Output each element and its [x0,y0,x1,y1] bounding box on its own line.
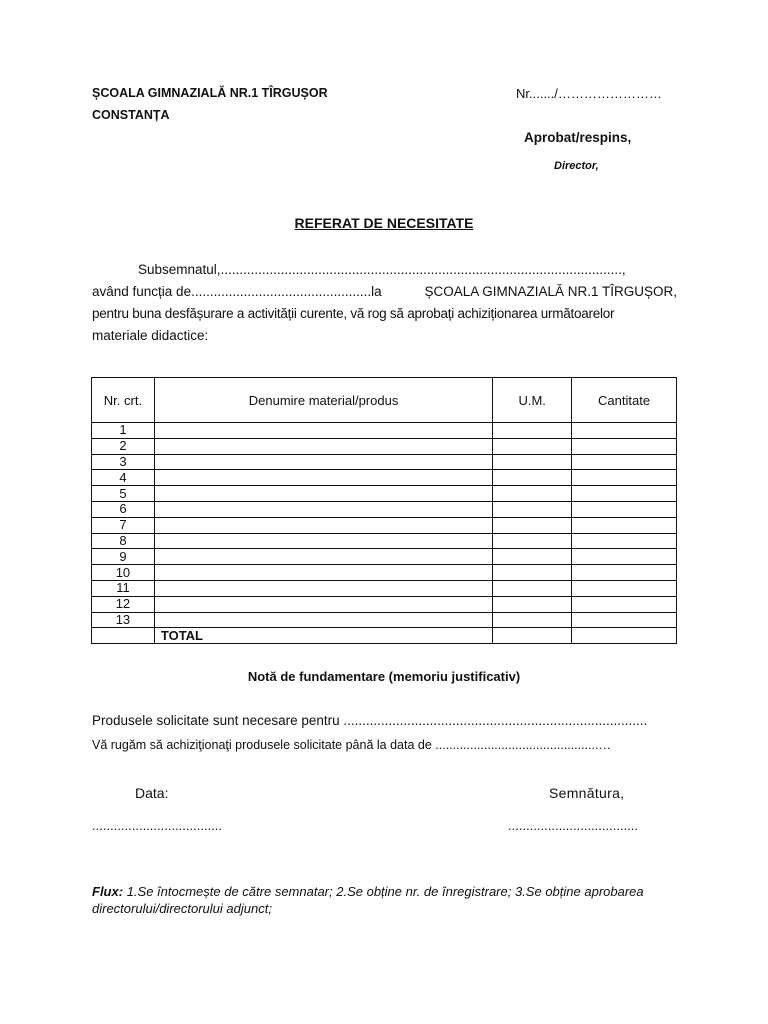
col-header-um: U.M. [493,378,572,423]
school-ref: ȘCOALA GIMNAZIALĂ NR.1 TÎRGUȘOR, [424,284,677,299]
row-material-cell [154,580,492,596]
row-um-cell [493,596,572,612]
row-material-cell [154,438,492,454]
row-number: 1 [92,423,155,439]
row-number: 10 [92,565,155,581]
row-um-cell [493,549,572,565]
approval-label: Aprobat/respins, [524,130,632,145]
col-header-nr: Nr. crt. [92,378,155,423]
signature-label: Semnătura, [549,785,625,801]
subsemnatul-label: Subsemnatul, [138,262,221,277]
total-quantity-cell [572,628,677,644]
row-um-cell [493,612,572,628]
row-quantity-cell [572,549,677,565]
table-row [92,486,677,502]
row-material-cell [154,470,492,486]
row-material-cell [154,565,492,581]
intro-line-1 [92,259,677,281]
row-quantity-cell [572,501,677,517]
row-number: 11 [92,580,155,596]
table-row [92,470,677,486]
document-title: REFERAT DE NECESITATE [294,215,474,231]
date-field: .................................... [92,818,223,833]
table-row [92,438,677,454]
row-um-cell [493,517,572,533]
requirement-line-1: Produsele solicitate sunt necesare pentru ................................................................................. [92,713,648,728]
row-number: 12 [92,596,155,612]
row-material-cell [154,596,492,612]
row-material-cell [154,454,492,470]
total-um-cell [493,628,572,644]
row-quantity-cell [572,612,677,628]
flux-text: 1.Se întocmește de către semnatar; 2.Se obține nr. de înregistrare; 3.Se obține aprobarea directorului/directorului adjunct; [92,884,644,916]
total-nr-cell [92,628,155,644]
table-row [92,533,677,549]
col-header-qty: Cantitate [572,378,677,423]
table-row [92,549,677,565]
table-row [92,612,677,628]
row-quantity-cell [572,470,677,486]
registration-number: Nr......./…………………… [516,86,662,101]
row-quantity-cell [572,423,677,439]
row-quantity-cell [572,486,677,502]
row-number: 3 [92,454,155,470]
requirement-line-2: Vă rugăm să achiziţionaţi produsele solicitate până la data de ...............................................… [92,738,611,752]
intro-paragraph [92,259,677,347]
row-material-cell [154,549,492,565]
row-material-cell [154,501,492,517]
director-label: Director, [554,160,599,172]
row-number: 6 [92,501,155,517]
signature-field: .................................... [508,818,639,833]
row-number: 13 [92,612,155,628]
subsemnatul-dots: ..........................................................................................................., [220,262,626,277]
materials-table [91,377,677,644]
school-city: CONSTANȚA [92,108,170,122]
row-material-cell [154,486,492,502]
row-um-cell [493,486,572,502]
row-quantity-cell [572,596,677,612]
row-material-cell [154,423,492,439]
note-title: Notă de fundamentare (memoriu justificativ) [247,669,521,684]
row-material-cell [154,612,492,628]
row-number: 5 [92,486,155,502]
row-number: 7 [92,517,155,533]
intro-line-3: pentru buna desfășurare a activității curente, vă rog să aprobați achiziționarea următoarelor [92,306,615,321]
row-quantity-cell [572,580,677,596]
row-um-cell [493,438,572,454]
row-quantity-cell [572,533,677,549]
row-quantity-cell [572,454,677,470]
table-row [92,565,677,581]
row-quantity-cell [572,517,677,533]
row-um-cell [493,533,572,549]
school-name: ȘCOALA GIMNAZIALĂ NR.1 TÎRGUȘOR [92,86,328,100]
flux-note [92,883,677,917]
function-text: având funcția de................................................la [92,284,382,299]
table-row [92,501,677,517]
row-material-cell [154,517,492,533]
row-um-cell [493,580,572,596]
table-header-row [92,378,677,423]
table-row [92,580,677,596]
date-label: Data: [135,785,169,801]
row-number: 4 [92,470,155,486]
intro-line-2 [92,281,677,303]
row-um-cell [493,565,572,581]
table-row [92,423,677,439]
row-quantity-cell [572,438,677,454]
row-number: 9 [92,549,155,565]
intro-line-4: materiale didactice: [92,328,209,343]
row-um-cell [493,423,572,439]
row-material-cell [154,533,492,549]
table-row [92,517,677,533]
col-header-name: Denumire material/produs [154,378,492,423]
total-row [92,628,677,644]
table-row [92,454,677,470]
flux-label: Flux: [92,884,124,899]
table-body [92,423,677,644]
row-quantity-cell [572,565,677,581]
row-number: 2 [92,438,155,454]
total-label: TOTAL [154,628,492,644]
row-um-cell [493,501,572,517]
row-um-cell [493,470,572,486]
row-number: 8 [92,533,155,549]
row-um-cell [493,454,572,470]
table-row [92,596,677,612]
